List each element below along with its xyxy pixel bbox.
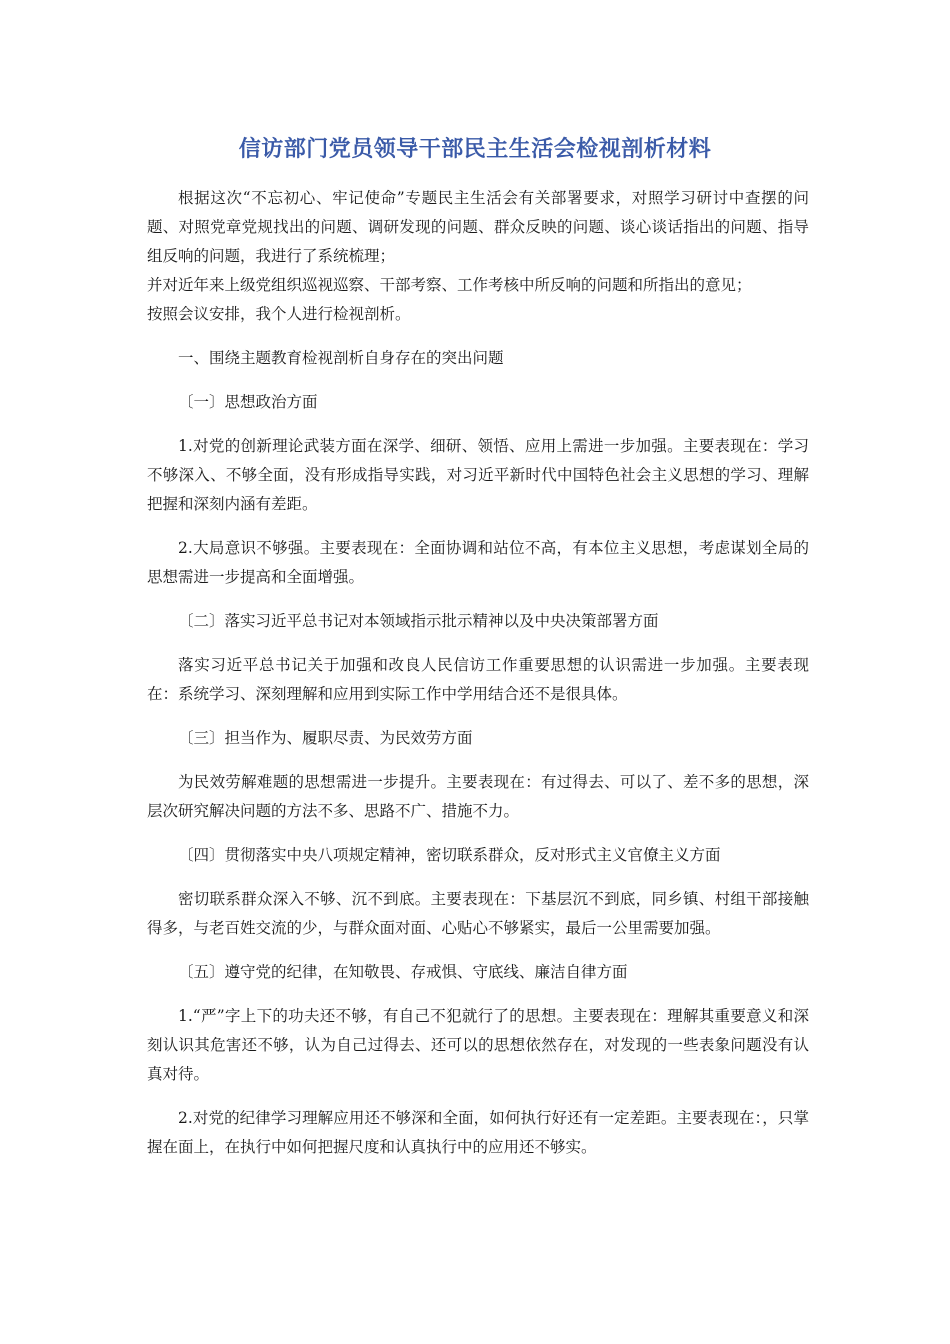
subsection-heading-2: 〔二〕落实习近平总书记对本领域指示批示精神以及中央决策部署方面 xyxy=(178,612,659,630)
paragraph-intro: 根据这次“不忘初心、牢记使命”专题民主生活会有关部署要求，对照学习研讨中查摆的问题、对照党章党规找出的问题、调研发现的问题、群众反映的问题、谈心谈话指出的问题、指导组反响的问题，我进行了系统梳理； xyxy=(147,189,809,265)
document-body xyxy=(147,184,809,1177)
paragraph-3: 为民效劳解难题的思想需进一步提升。主要表现在：有过得去、可以了、差不多的思想，深层次研究解决问题的方法不多、思路不广、措施不力。 xyxy=(147,773,809,820)
subsection-heading-1: 〔一〕思想政治方面 xyxy=(178,393,318,411)
paragraph-intro-arrangement: 按照会议安排，我个人进行检视剖析。 xyxy=(147,305,411,323)
subsection-heading-5: 〔五〕遵守党的纪律，在知敬畏、存戒惧、守底线、廉洁自律方面 xyxy=(178,963,628,981)
list-item-5-2: 2.对党的纪律学习理解应用还不够深和全面，如何执行好还有一定差距。主要表现在：，只掌握在面上，在执行中如何把握尺度和认真执行中的应用还不够实。 xyxy=(147,1109,809,1156)
subsection-heading-3: 〔三〕担当作为、履职尽责、为民效劳方面 xyxy=(178,729,473,747)
list-item-1-2: 2.大局意识不够强。主要表现在：全面协调和站位不高，有本位主义思想，考虑谋划全局的思想需进一步提高和全面增强。 xyxy=(147,539,809,586)
list-item-5-1: 1.“严”字上下的功夫还不够，有自己不犯就行了的思想。主要表现在：理解其重要意义和深刻认识其危害还不够，认为自己过得去、还可以的思想依然存在，对发现的一些表象问题没有认真对待。 xyxy=(147,1007,809,1083)
paragraph-2: 落实习近平总书记关于加强和改良人民信访工作重要思想的认识需进一步加强。主要表现在：系统学习、深刻理解和应用到实际工作中学用结合还不是很具体。 xyxy=(147,656,809,703)
document-title: 信访部门党员领导干部民主生活会检视剖析材料 xyxy=(238,137,712,162)
paragraph-4: 密切联系群众深入不够、沉不到底。主要表现在：下基层沉不到底，同乡镇、村组干部接触得多，与老百姓交流的少，与群众面对面、心贴心不够紧实，最后一公里需要加强。 xyxy=(147,890,809,937)
paragraph-intro-continued: 并对近年来上级党组织巡视巡察、干部考察、工作考核中所反响的问题和所指出的意见； xyxy=(147,276,752,294)
section-heading-1: 一、围绕主题教育检视剖析自身存在的突出问题 xyxy=(178,349,504,367)
subsection-heading-4: 〔四〕贯彻落实中央八项规定精神，密切联系群众，反对形式主义官僚主义方面 xyxy=(178,846,721,864)
list-item-1-1: 1.对党的创新理论武装方面在深学、细研、领悟、应用上需进一步加强。主要表现在：学习不够深入、不够全面，没有形成指导实践，对习近平新时代中国特色社会主义思想的学习、理解把握和深刻内涵有差距。 xyxy=(147,437,809,513)
